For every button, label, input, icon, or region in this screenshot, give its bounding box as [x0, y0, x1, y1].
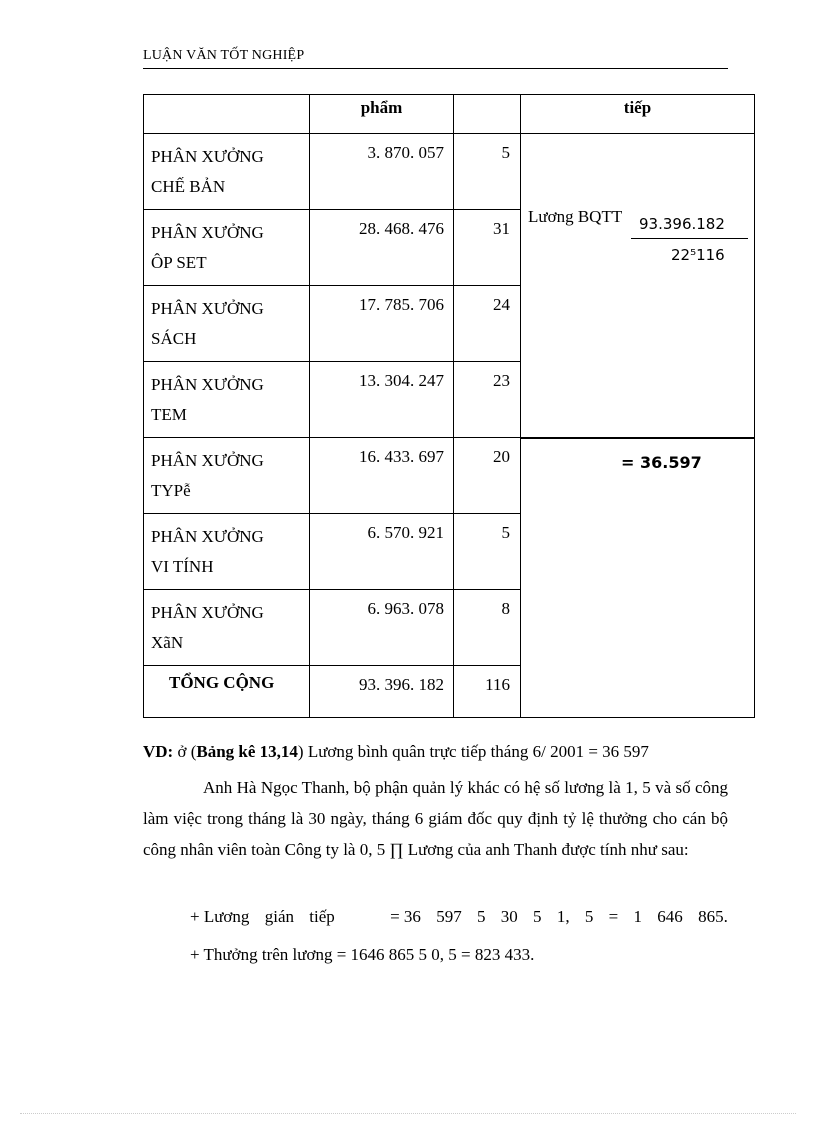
formula-cell	[521, 134, 755, 438]
amount-cell: 13. 304. 247	[310, 362, 454, 438]
fraction-bar	[631, 238, 748, 239]
amount-cell: 6. 963. 078	[310, 590, 454, 666]
total-count: 116	[454, 666, 521, 718]
result-cell	[521, 438, 755, 718]
result-value: = 36.597	[621, 452, 702, 472]
table-row	[144, 134, 755, 210]
count-cell: 5	[454, 134, 521, 210]
header-cell-1	[144, 95, 310, 134]
table-header-row	[144, 95, 755, 134]
count-cell: 5	[454, 514, 521, 590]
total-label: TỔNG CỘNG	[144, 666, 310, 718]
amount-cell: 6. 570. 921	[310, 514, 454, 590]
amount-cell: 28. 468. 476	[310, 210, 454, 286]
formula-numerator: 93.396.182	[639, 215, 725, 233]
example-paragraph: VD: ở (Bảng kê 13,14) Lương bình quân trực tiếp tháng 6/ 2001 = 36 597	[143, 742, 649, 761]
bottom-divider	[20, 1113, 796, 1114]
total-amount: 93. 396. 182	[310, 666, 454, 718]
count-cell: 23	[454, 362, 521, 438]
bonus-line: + Thưởng trên lương = 1646 865 5 0, 5 = 823 433.	[190, 945, 535, 964]
amount-cell: 16. 433. 697	[310, 438, 454, 514]
count-cell: 8	[454, 590, 521, 666]
salary-table	[143, 94, 755, 718]
workshop-name: PHÂN XƯỞNG TEM	[144, 362, 310, 438]
table-row	[144, 438, 755, 514]
workshop-name: PHÂN XƯỞNG CHẾ BẢN	[144, 134, 310, 210]
workshop-name: PHÂN XƯỞNG VI TÍNH	[144, 514, 310, 590]
amount-cell: 3. 870. 057	[310, 134, 454, 210]
page-header: LUẬN VĂN TỐT NGHIỆP	[143, 48, 728, 69]
indirect-salary-line: + Lương gián tiếp = 36 597 5 30 5 1, 5 = 1 646 865.	[190, 907, 728, 926]
workshop-name: PHÂN XƯỞNG TYPễ	[144, 438, 310, 514]
formula-label: Lương BQTT	[528, 207, 623, 226]
count-cell: 31	[454, 210, 521, 286]
workshop-name: PHÂN XƯỞNG ÔP SET	[144, 210, 310, 286]
formula-denominator: 22⁵116	[671, 246, 725, 264]
header-cell-product: phẩm	[310, 95, 454, 134]
workshop-name: PHÂN XƯỞNG SÁCH	[144, 286, 310, 362]
count-cell: 24	[454, 286, 521, 362]
explanation-paragraph: Anh Hà Ngọc Thanh, bộ phận quản lý khác có hệ số lương là 1, 5 và số công làm việc trong tháng là 30 ngày, tháng 6 giám đốc quy định tỷ lệ thưởng cho cán bộ công nhân viên toàn Công ty là 0, 5 ∏ Lương của anh Thanh được tính như sau:	[143, 778, 728, 859]
workshop-name: PHÂN XƯỞNG XãN	[144, 590, 310, 666]
header-cell-direct: tiếp	[521, 95, 755, 134]
amount-cell: 17. 785. 706	[310, 286, 454, 362]
count-cell: 20	[454, 438, 521, 514]
header-cell-3	[454, 95, 521, 134]
